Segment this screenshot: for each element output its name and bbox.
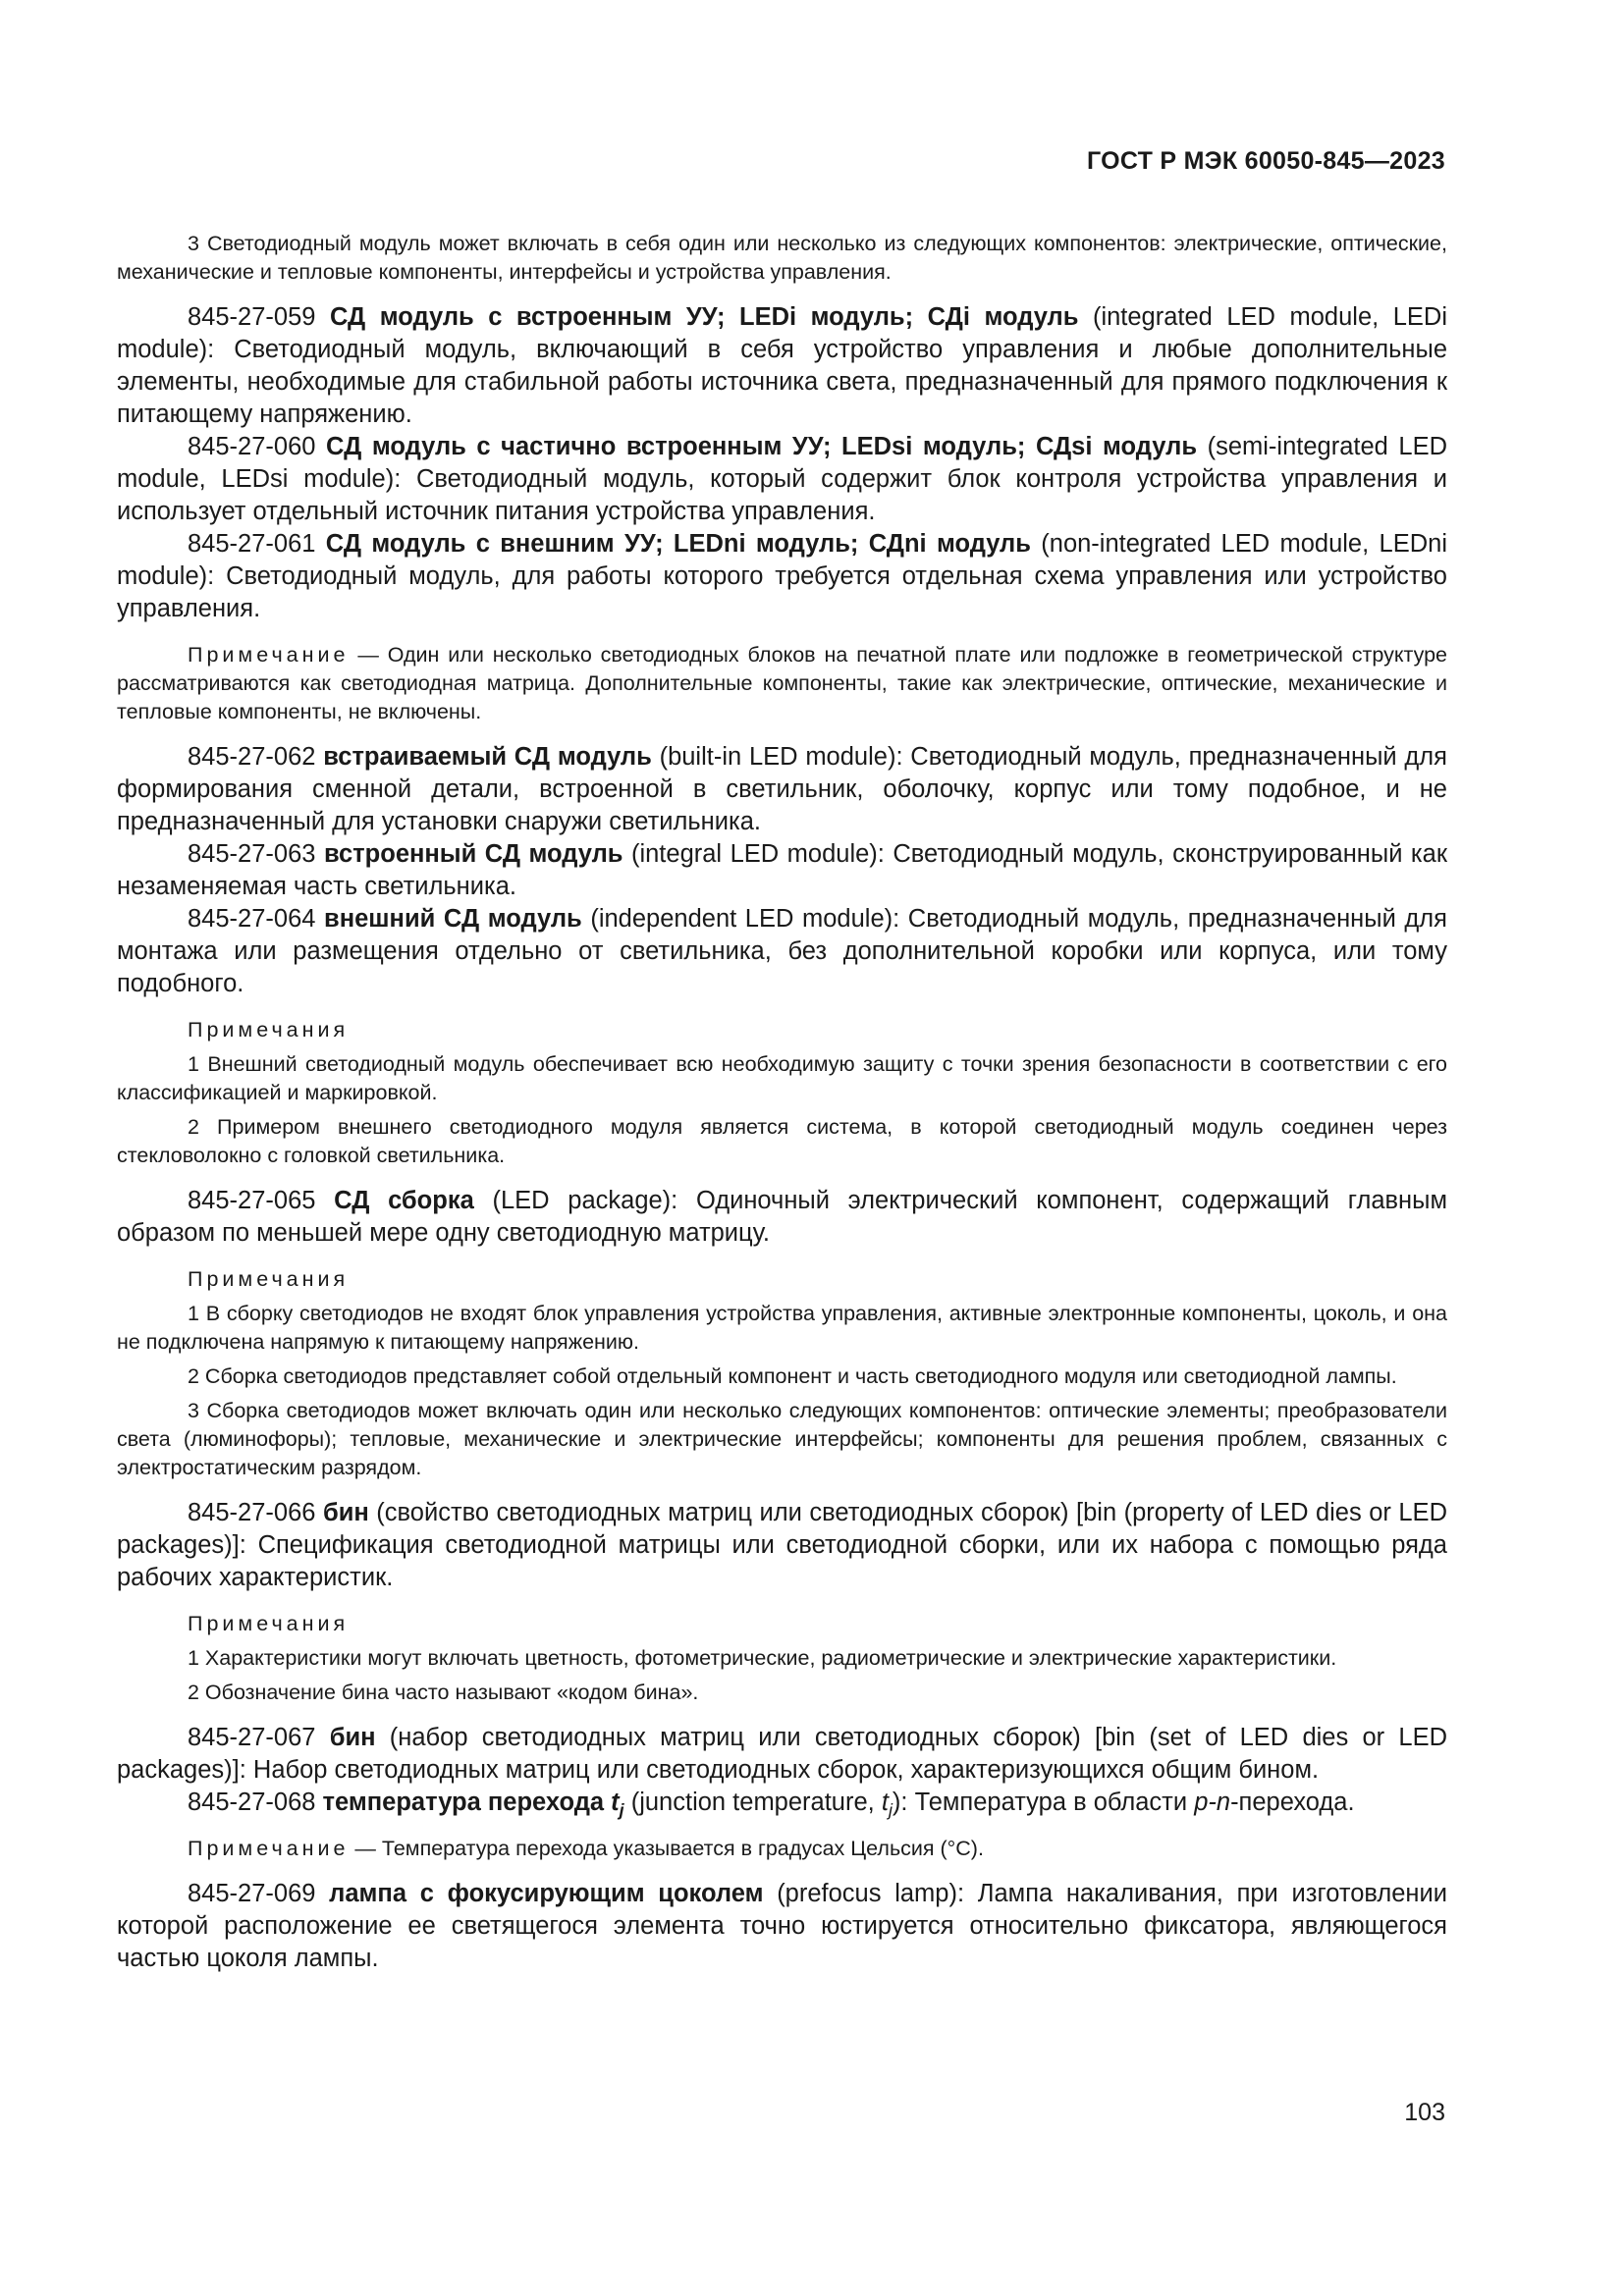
term-definition: (LED package): Одиночный электрический компонент, содержащий главным образом по меньшей мере одну светодиодную матрицу. — [117, 1187, 1447, 1247]
term-name: температура перехода — [322, 1789, 612, 1816]
term-entry-063 — [117, 838, 1447, 903]
term-name: встроенный СД модуль — [323, 840, 623, 868]
term-definition: (набор светодиодных матриц или светодиодных сборок) [bin (set of LED dies or LED packages)]: Набор светодиодных матриц или светодиодных сборок, характеризующихся общим бином. — [117, 1724, 1447, 1784]
term-number: 845-27-068 — [188, 1789, 316, 1816]
term-name: СД модуль с встроенным УУ; LEDi модуль; СДi модуль — [329, 303, 1079, 331]
note-text: — Температура перехода указывается в градусах Цельсия (°C). — [349, 1837, 984, 1860]
note — [117, 1835, 1447, 1863]
term-definition: ): Температура в области — [892, 1789, 1195, 1816]
term-name: СД сборка — [334, 1187, 474, 1214]
term-number: 845-27-062 — [188, 743, 316, 771]
note: 1 В сборку светодиодов не входят блок управления устройства управления, активные электронные компоненты, цоколь, и она не подключена напрямую к питающему напряжению. — [117, 1302, 1447, 1354]
term-entry-060 — [117, 431, 1447, 528]
term-entry-064 — [117, 903, 1447, 1000]
term-name: встраиваемый СД модуль — [323, 743, 652, 771]
term-definition: (integrated LED module, LEDi module): Светодиодный модуль, включающий в себя устройство управления и любые дополнительные элементы, необходимые для стабильной работы источника света, предназначенный для прямого подключения к питающему напряжению. — [117, 303, 1447, 428]
note: 3 Сборка светодиодов может включать один или несколько следующих компонентов: оптические элементы; преобразователи света (люминофоры); тепловые, механические и электрические интерфейсы; компоненты для решения проблем, связанных с электростатическим разрядом. — [117, 1399, 1447, 1479]
term-definition: (built-in LED module): Светодиодный модуль, предназначенный для формирования сменной детали, встроенной в светильник, оболочку, корпус или тому подобное, и не предназначенный для установки снаружи светильника. — [117, 743, 1447, 835]
term-entry-059 — [117, 301, 1447, 431]
term-definition: (non-integrated LED module, LEDni module): Светодиодный модуль, для работы которого требуется отдельная схема управления или устройство управления. — [117, 530, 1447, 622]
term-number: 845-27-067 — [188, 1724, 316, 1751]
note: 1 Характеристики могут включать цветность, фотометрические, радиометрические и электрические характеристики. — [188, 1646, 1337, 1670]
term-symbol: t — [611, 1789, 620, 1816]
note: 3 Светодиодный модуль может включать в себя один или несколько из следующих компонентов: электрические, оптические, механические и тепловые компоненты, интерфейсы и устройства управления. — [117, 232, 1447, 284]
page-header: ГОСТ Р МЭК 60050-845—2023 — [1086, 147, 1445, 175]
note — [117, 641, 1447, 726]
term-definition: (independent LED module): Светодиодный модуль, предназначенный для монтажа или размещения отдельно от светильника, без дополнительной коробки или корпуса, или тому подобного. — [117, 905, 1447, 997]
term-entry-069 — [117, 1878, 1447, 1975]
term-number: 845-27-060 — [188, 433, 316, 460]
term-name: СД модуль с внешним УУ; LEDni модуль; СДni модуль — [325, 530, 1031, 558]
term-symbol-subscript: j — [888, 1800, 893, 1821]
term-number: 845-27-061 — [188, 530, 316, 558]
term-entry-068 — [117, 1787, 1447, 1819]
note: 2 Обозначение бина часто называют «кодом бина». — [188, 1681, 699, 1704]
note-text: — Один или несколько светодиодных блоков на печатной плате или подложке в геометрической структуре рассматриваются как светодиодная матрица. Дополнительные компоненты, такие как электрические, оптические, механические и тепловые компоненты, не включены. — [117, 643, 1447, 723]
term-entry-061 — [117, 528, 1447, 625]
note: 1 Внешний светодиодный модуль обеспечивает всю необходимую защиту с точки зрения безопасности в соответствии с его классификацией и маркировкой. — [117, 1052, 1447, 1104]
term-number: 845-27-059 — [188, 303, 316, 331]
term-name: СД модуль с частично встроенным УУ; LEDsi модуль; СДsi модуль — [326, 433, 1198, 460]
page-number: 103 — [1404, 2099, 1445, 2126]
pn-notation: p-n — [1194, 1789, 1231, 1816]
term-name: бин — [322, 1499, 369, 1526]
term-symbol-subscript: j — [619, 1800, 624, 1821]
term-number: 845-27-064 — [188, 905, 316, 933]
note-label: Примечание — [188, 643, 350, 667]
term-definition: (свойство светодиодных матриц или светодиодных сборок) [bin (property of LED dies or LED packages)]: Спецификация светодиодной матрицы или светодиодной сборки, или их набора с помощью ряда рабочих характеристик. — [117, 1499, 1447, 1591]
note: 2 Примером внешнего светодиодного модуля является система, в которой светодиодный модуль соединен через стекловолокно с головкой светильника. — [117, 1115, 1447, 1167]
term-definition: (prefocus lamp): Лампа накаливания, при изготовлении которой расположение ее светящегося элемента точно юстируется относительно фиксатора, являющегося частью цоколя лампы. — [117, 1880, 1447, 1972]
note-label: Примечание — [188, 1837, 350, 1860]
term-entry-065 — [117, 1185, 1447, 1250]
term-definition: -перехода. — [1230, 1789, 1355, 1816]
term-number: 845-27-065 — [188, 1187, 316, 1214]
document-body — [117, 230, 1447, 1975]
term-definition: (integral LED module): Светодиодный модуль, сконструированный как незаменяемая часть светильника. — [117, 840, 1447, 900]
term-entry-062 — [117, 741, 1447, 838]
term-definition: (semi-integrated LED module, LEDsi module): Светодиодный модуль, который содержит блок контроля устройства управления и использует отдельный источник питания устройства управления. — [117, 433, 1448, 525]
notes-heading: Примечания — [188, 1018, 350, 1041]
term-symbol: t — [881, 1789, 889, 1816]
term-name: внешний СД модуль — [324, 905, 582, 933]
note: 2 Сборка светодиодов представляет собой отдельный компонент и часть светодиодного модуля или светодиодной лампы. — [188, 1364, 1397, 1388]
term-number: 845-27-069 — [188, 1880, 316, 1907]
term-number: 845-27-063 — [188, 840, 316, 868]
term-name: бин — [329, 1724, 376, 1751]
term-number: 845-27-066 — [188, 1499, 316, 1526]
term-entry-067 — [117, 1722, 1447, 1787]
notes-heading: Примечания — [188, 1612, 350, 1635]
term-name: лампа с фокусирующим цоколем — [329, 1880, 764, 1907]
term-definition: (junction temperature, — [623, 1789, 882, 1816]
notes-heading: Примечания — [188, 1267, 350, 1291]
term-entry-066 — [117, 1497, 1447, 1594]
